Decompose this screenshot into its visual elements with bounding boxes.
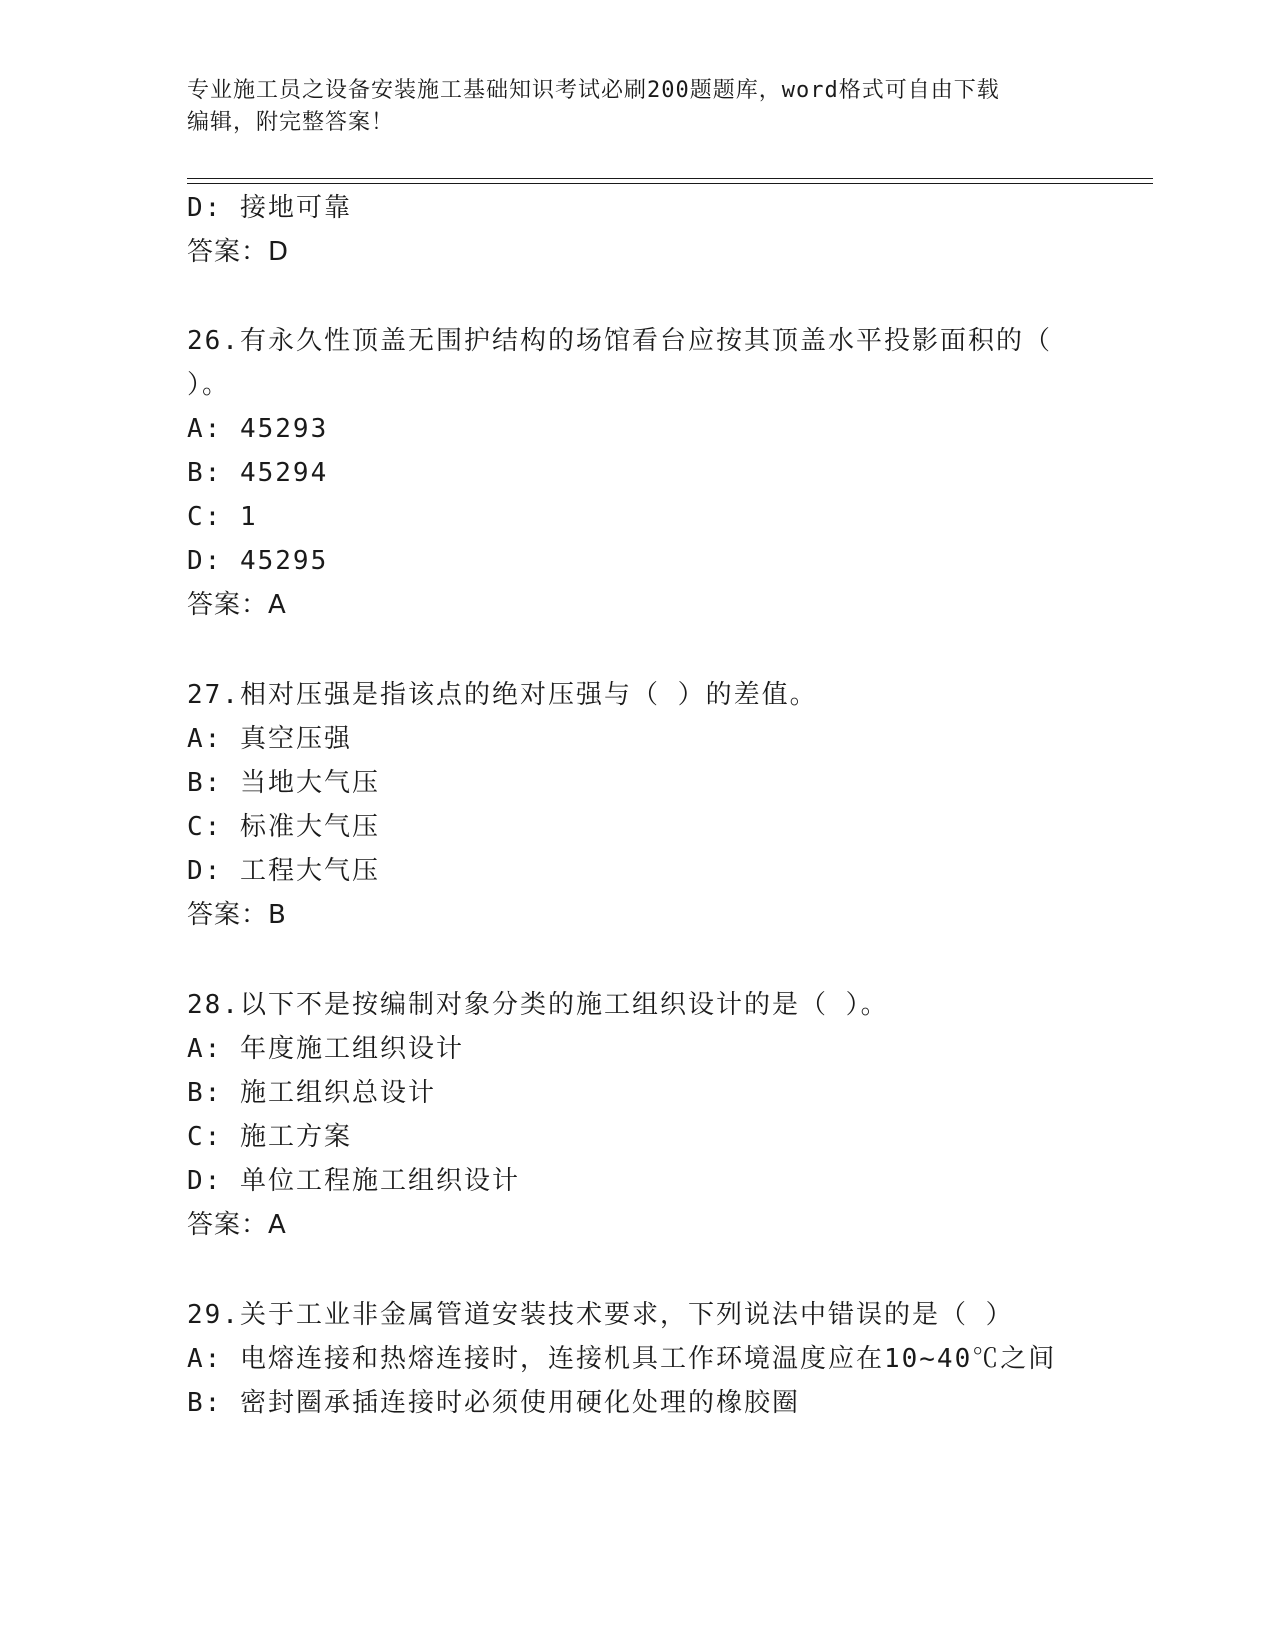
q29-question: 29.关于工业非金属管道安装技术要求，下列说法中错误的是（ ） bbox=[187, 1300, 1014, 1330]
q28-option-c: C: 施工方案 bbox=[187, 1122, 352, 1152]
document-header bbox=[187, 75, 1087, 139]
header-line-2: 编辑，附完整答案！ bbox=[187, 110, 395, 135]
q29-option-b: B: 密封圈承插连接时必须使用硬化处理的橡胶圈 bbox=[187, 1388, 800, 1418]
q27-question: 27.相对压强是指该点的绝对压强与（ ）的差值。 bbox=[187, 680, 818, 710]
header-line-1: 专业施工员之设备安装施工基础知识考试必刷200题题库，word格式可自由下载 bbox=[187, 78, 1000, 103]
q28-option-d: D: 单位工程施工组织设计 bbox=[187, 1166, 520, 1196]
q26-option-a: A: 45293 bbox=[187, 414, 329, 444]
q27-answer: 答案：B bbox=[187, 900, 287, 930]
q28-option-a: A: 年度施工组织设计 bbox=[187, 1034, 464, 1064]
header-divider-bottom bbox=[187, 183, 1153, 184]
q25-option-d: D: 接地可靠 bbox=[187, 193, 352, 223]
q26-question-line-1: 26.有永久性顶盖无围护结构的场馆看台应按其顶盖水平投影面积的（ bbox=[187, 326, 1052, 356]
q28-answer: 答案：A bbox=[187, 1210, 287, 1240]
q26-option-d: D: 45295 bbox=[187, 546, 329, 576]
q26-answer: 答案：A bbox=[187, 590, 287, 620]
q26-option-b: B: 45294 bbox=[187, 458, 329, 488]
q27-option-b: B: 当地大气压 bbox=[187, 768, 380, 798]
q25-answer: 答案：D bbox=[187, 237, 290, 267]
q27-option-c: C: 标准大气压 bbox=[187, 812, 380, 842]
q26-option-c: C: 1 bbox=[187, 502, 258, 532]
q28-option-b: B: 施工组织总设计 bbox=[187, 1078, 436, 1108]
q29-option-a: A: 电熔连接和热熔连接时，连接机具工作环境温度应在10~40℃之间 bbox=[187, 1344, 1057, 1374]
q28-question: 28.以下不是按编制对象分类的施工组织设计的是（ ）。 bbox=[187, 990, 889, 1020]
header-divider-top bbox=[187, 178, 1153, 179]
q27-option-a: A: 真空压强 bbox=[187, 724, 352, 754]
q26-question-line-2: ）。 bbox=[187, 370, 231, 400]
q27-option-d: D: 工程大气压 bbox=[187, 856, 380, 886]
